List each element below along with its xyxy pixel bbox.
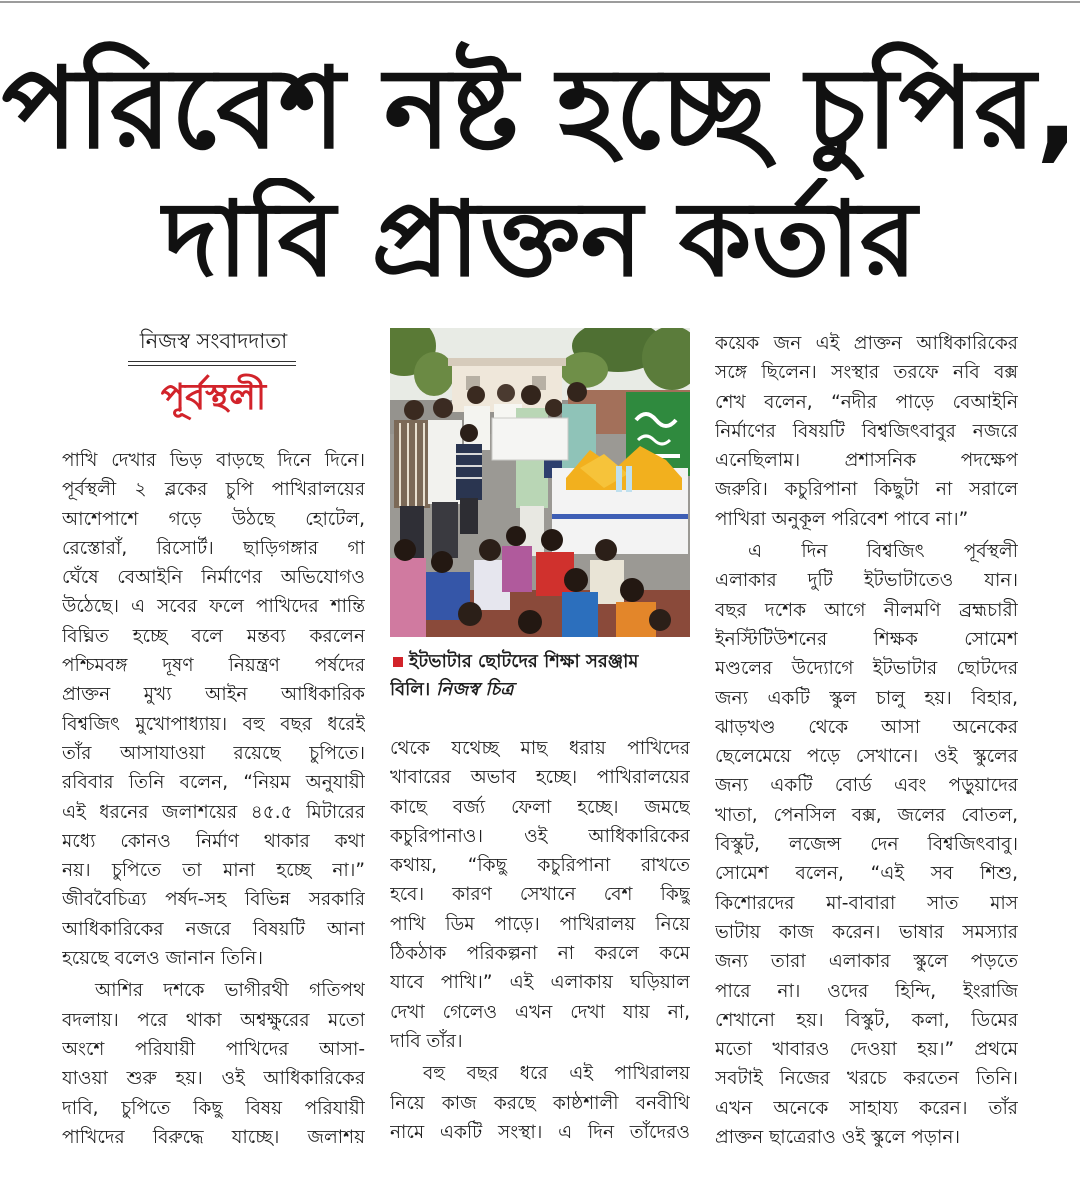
headline-line-2: দাবি প্রাক্তন কর্তার bbox=[163, 178, 917, 300]
article-line: এই ধরনের জলাশয়ের ৪৫.৫ মিটারের bbox=[62, 801, 365, 823]
article-line: দাবি তাঁর। bbox=[390, 1030, 463, 1052]
article-line: আশির দশকে ভাগীরথী গতিপথ bbox=[95, 980, 365, 1002]
article-line: যাওয়া শুরু হয়। ওই আধিকারিকের bbox=[62, 1068, 365, 1090]
article-line: শেখ বলেন, “নদীর পাড়ে বেআইনি bbox=[715, 391, 1018, 413]
article-line: জরুরি। কচুরিপানা কিছুটা না সরালে bbox=[715, 479, 1018, 501]
article-line: জীববৈচিত্র্য পর্ষদ-সহ বিভিন্ন সরকারি bbox=[62, 889, 365, 911]
caption-text-2: বিলি। bbox=[390, 679, 431, 700]
article-line: বহু বছর ধরে এই পাখিরালয় bbox=[423, 1063, 690, 1085]
article-column-2 bbox=[390, 734, 690, 1147]
article-line: পাখিরা অনুকূল পরিবেশ পাবে না।” bbox=[715, 508, 969, 530]
article-paragraph bbox=[62, 976, 365, 1152]
article-line: নির্মাণের বিষয়টি বিশ্বজিৎবাবুর নজরে bbox=[715, 420, 1018, 442]
article-line: হবে। কারণ সেখানে বেশ কিছু bbox=[390, 884, 690, 906]
article-line: থেকে যথেচ্ছ মাছ ধরায় পাখিদের bbox=[390, 738, 690, 759]
article-line: নয়। চুপিতে তা মানা হচ্ছে না।” bbox=[62, 860, 365, 882]
article-line: ঝাড়খণ্ড থেকে আসা অনেকের bbox=[715, 716, 1018, 738]
article-line: ভাটায় কাজ করেন। ভাষার সমস্যার bbox=[715, 921, 1018, 943]
article-line: বছর দশেক আগে নীলমণি ব্রহ্মচারী bbox=[715, 599, 1018, 621]
article-line: অংশে পরিযায়ী পাখিদের আসা- bbox=[62, 1038, 365, 1060]
article-line: পশ্চিমবঙ্গ দূষণ নিয়ন্ত্রণ পর্ষদের bbox=[62, 655, 365, 677]
photo-caption-line-1 bbox=[390, 648, 690, 676]
article-column-1 bbox=[62, 446, 365, 1152]
article-line: নিয়ে কাজ করছে কাষ্ঠশালী বনবীথি bbox=[390, 1092, 690, 1114]
article-line: পারে না। ওদের হিন্দি, ইংরাজি bbox=[715, 980, 1018, 1002]
article-line: বদলায়। পরে থাকা অশ্বক্ষুরের মতো bbox=[62, 1009, 365, 1031]
article-paragraph bbox=[715, 329, 1018, 534]
byline: নিজস্ব সংবাদদাতা bbox=[139, 329, 288, 353]
article-line: দাবি, চুপিতে কিছু বিষয় পরিযায়ী bbox=[62, 1097, 365, 1119]
article-line: বিস্কুট, লজেন্স দেন বিশ্বজিৎবাবু। bbox=[715, 834, 1018, 856]
article-line: সঙ্গে ছিলেন। সংস্থার তরফে নবি বক্স bbox=[715, 362, 1018, 384]
photo-scene bbox=[390, 328, 690, 637]
article-paragraph bbox=[62, 446, 365, 973]
article-line: পাখি ডিম পাড়ে। পাখিরালয় নিয়ে bbox=[390, 913, 690, 935]
article-line: মতো খাবারও দেওয়া হয়।” প্রথমে bbox=[715, 1039, 1018, 1061]
article-line: সোমেশ বলেন, “এই সব শিশু, bbox=[715, 863, 1018, 885]
photo-caption-line-2 bbox=[390, 676, 690, 704]
article-paragraph bbox=[390, 734, 690, 1056]
article-line: জন্য তারা এলাকার স্কুলে পড়তে bbox=[715, 951, 1018, 973]
article-line: শেখানো হয়। বিস্কুট, কলা, ডিমের bbox=[715, 1009, 1018, 1031]
photo-credit: নিজস্ব চিত্র bbox=[436, 679, 514, 700]
article-paragraph bbox=[715, 537, 1018, 1152]
article-line: তাঁর আসাযাওয়া রয়েছে চুপিতে। bbox=[62, 742, 365, 764]
article-line: আশেপাশে গড়ে উঠছে হোটেল, bbox=[62, 508, 365, 530]
byline-rule-bottom bbox=[128, 365, 296, 366]
article-line: এ দিন বিশ্বজিৎ পূর্বস্থলী bbox=[748, 541, 1018, 563]
article-line: সবটাই নিজের খরচে করতেন তিনি। bbox=[715, 1068, 1018, 1090]
article-line: পূর্বস্থলী ২ ব্লকের চুপি পাখিরালয়ের bbox=[62, 479, 365, 501]
article-line: পাখিদের বিরুদ্ধে যাচ্ছে। জলাশয় bbox=[62, 1126, 365, 1148]
article-line: পাখি দেখার ভিড় বাড়ছে দিনে দিনে। bbox=[62, 450, 365, 471]
article-line: হয়েছে বলেও জানান তিনি। bbox=[62, 948, 263, 970]
article-line: ঠিকঠাক পরিকল্পনা না করলে কমে bbox=[390, 943, 690, 965]
article-line: এনেছিলাম। প্রশাসনিক পদক্ষেপ bbox=[715, 450, 1018, 472]
article-line: কাছে বর্জ্য ফেলা হচ্ছে। জমছে bbox=[390, 796, 690, 818]
article-line: জন্য একটি স্কুল চালু হয়। বিহার, bbox=[715, 687, 1018, 709]
article-paragraph bbox=[390, 1059, 690, 1147]
article-line: খাতা, পেনসিল বক্স, জলের বোতল, bbox=[715, 804, 1018, 826]
caption-text-1: ইটভাটার ছোটদের শিক্ষা সরঞ্জাম bbox=[409, 651, 639, 672]
article-line: খাবারের অভাব হচ্ছে। পাখিরালয়ের bbox=[390, 767, 690, 789]
article-line: প্রাক্তন ছাত্রেরাও ওই স্কুলে পড়ান। bbox=[715, 1127, 961, 1149]
article-line: ইনস্টিটিউশনের শিক্ষক সোমেশ bbox=[715, 628, 1018, 650]
article-line: দেখা গেলেও এখন দেখা যায় না, bbox=[390, 1001, 690, 1023]
article-line: মণ্ডলের উদ্যোগে ইটভাটার ছোটদের bbox=[715, 658, 1018, 680]
article-line: এলাকার দুটি ইটভাটাতেও যান। bbox=[715, 570, 1018, 592]
article-line: প্রাক্তন মুখ্য আইন আধিকারিক bbox=[62, 684, 365, 706]
article-line: উঠেছে। এ সবের ফলে পাখিদের শান্তি bbox=[62, 596, 365, 618]
article-line: কথায়, “কিছু কচুরিপানা রাখতে bbox=[390, 855, 690, 877]
article-line: ঘেঁষে বেআইনি নির্মাণের অভিযোগও bbox=[62, 567, 365, 589]
article-line: ছেলেমেয়ে পড়ে সেখানে। ওই স্কুলের bbox=[715, 746, 1018, 768]
article-line: মধ্যে কোনও নির্মাণ থাকার কথা bbox=[62, 830, 365, 852]
dateline: পূর্বস্থলী bbox=[160, 377, 267, 418]
article-line: জন্য একটি বোর্ড এবং পড়ুয়াদের bbox=[715, 775, 1018, 797]
top-border-rule bbox=[0, 1, 1080, 3]
caption-bullet-square bbox=[393, 657, 403, 667]
article-line: এখন অনেকে সাহায্য করেন। তাঁর bbox=[715, 1097, 1018, 1119]
article-photo bbox=[390, 328, 690, 637]
article-line: রেস্তোরাঁ, রিসোর্ট। ছাড়িগঙ্গার গা bbox=[62, 537, 365, 559]
article-line: কচুরিপানাও। ওই আধিকারিকের bbox=[390, 825, 690, 847]
article-line: নামে একটি সংস্থা। এ দিন তাঁদেরও bbox=[390, 1121, 690, 1143]
article-line: যাবে পাখি।” এই এলাকায় ঘড়িয়াল bbox=[390, 972, 690, 994]
byline-rule-top bbox=[128, 361, 296, 362]
article-line: কিশোরদের মা-বাবারা সাত মাস bbox=[715, 892, 1018, 914]
article-line: বিশ্বজিৎ মুখোপাধ্যায়। বহু বছর ধরেই bbox=[62, 713, 365, 735]
article-line: রবিবার তিনি বলেন, “নিয়ম অনুযায়ী bbox=[62, 772, 365, 794]
article-line: বিঘ্নিত হচ্ছে বলে মন্তব্য করলেন bbox=[62, 625, 365, 647]
article-line: কয়েক জন এই প্রাক্তন আধিকারিকের bbox=[715, 333, 1018, 354]
article-column-3 bbox=[715, 329, 1018, 1152]
article-line: আধিকারিকের নজরে বিষয়টি আনা bbox=[62, 918, 365, 940]
photo-whiteboard bbox=[492, 418, 568, 460]
headline-line-1: পরিবেশ নষ্ট হচ্ছে চুপির, bbox=[1, 44, 1079, 174]
